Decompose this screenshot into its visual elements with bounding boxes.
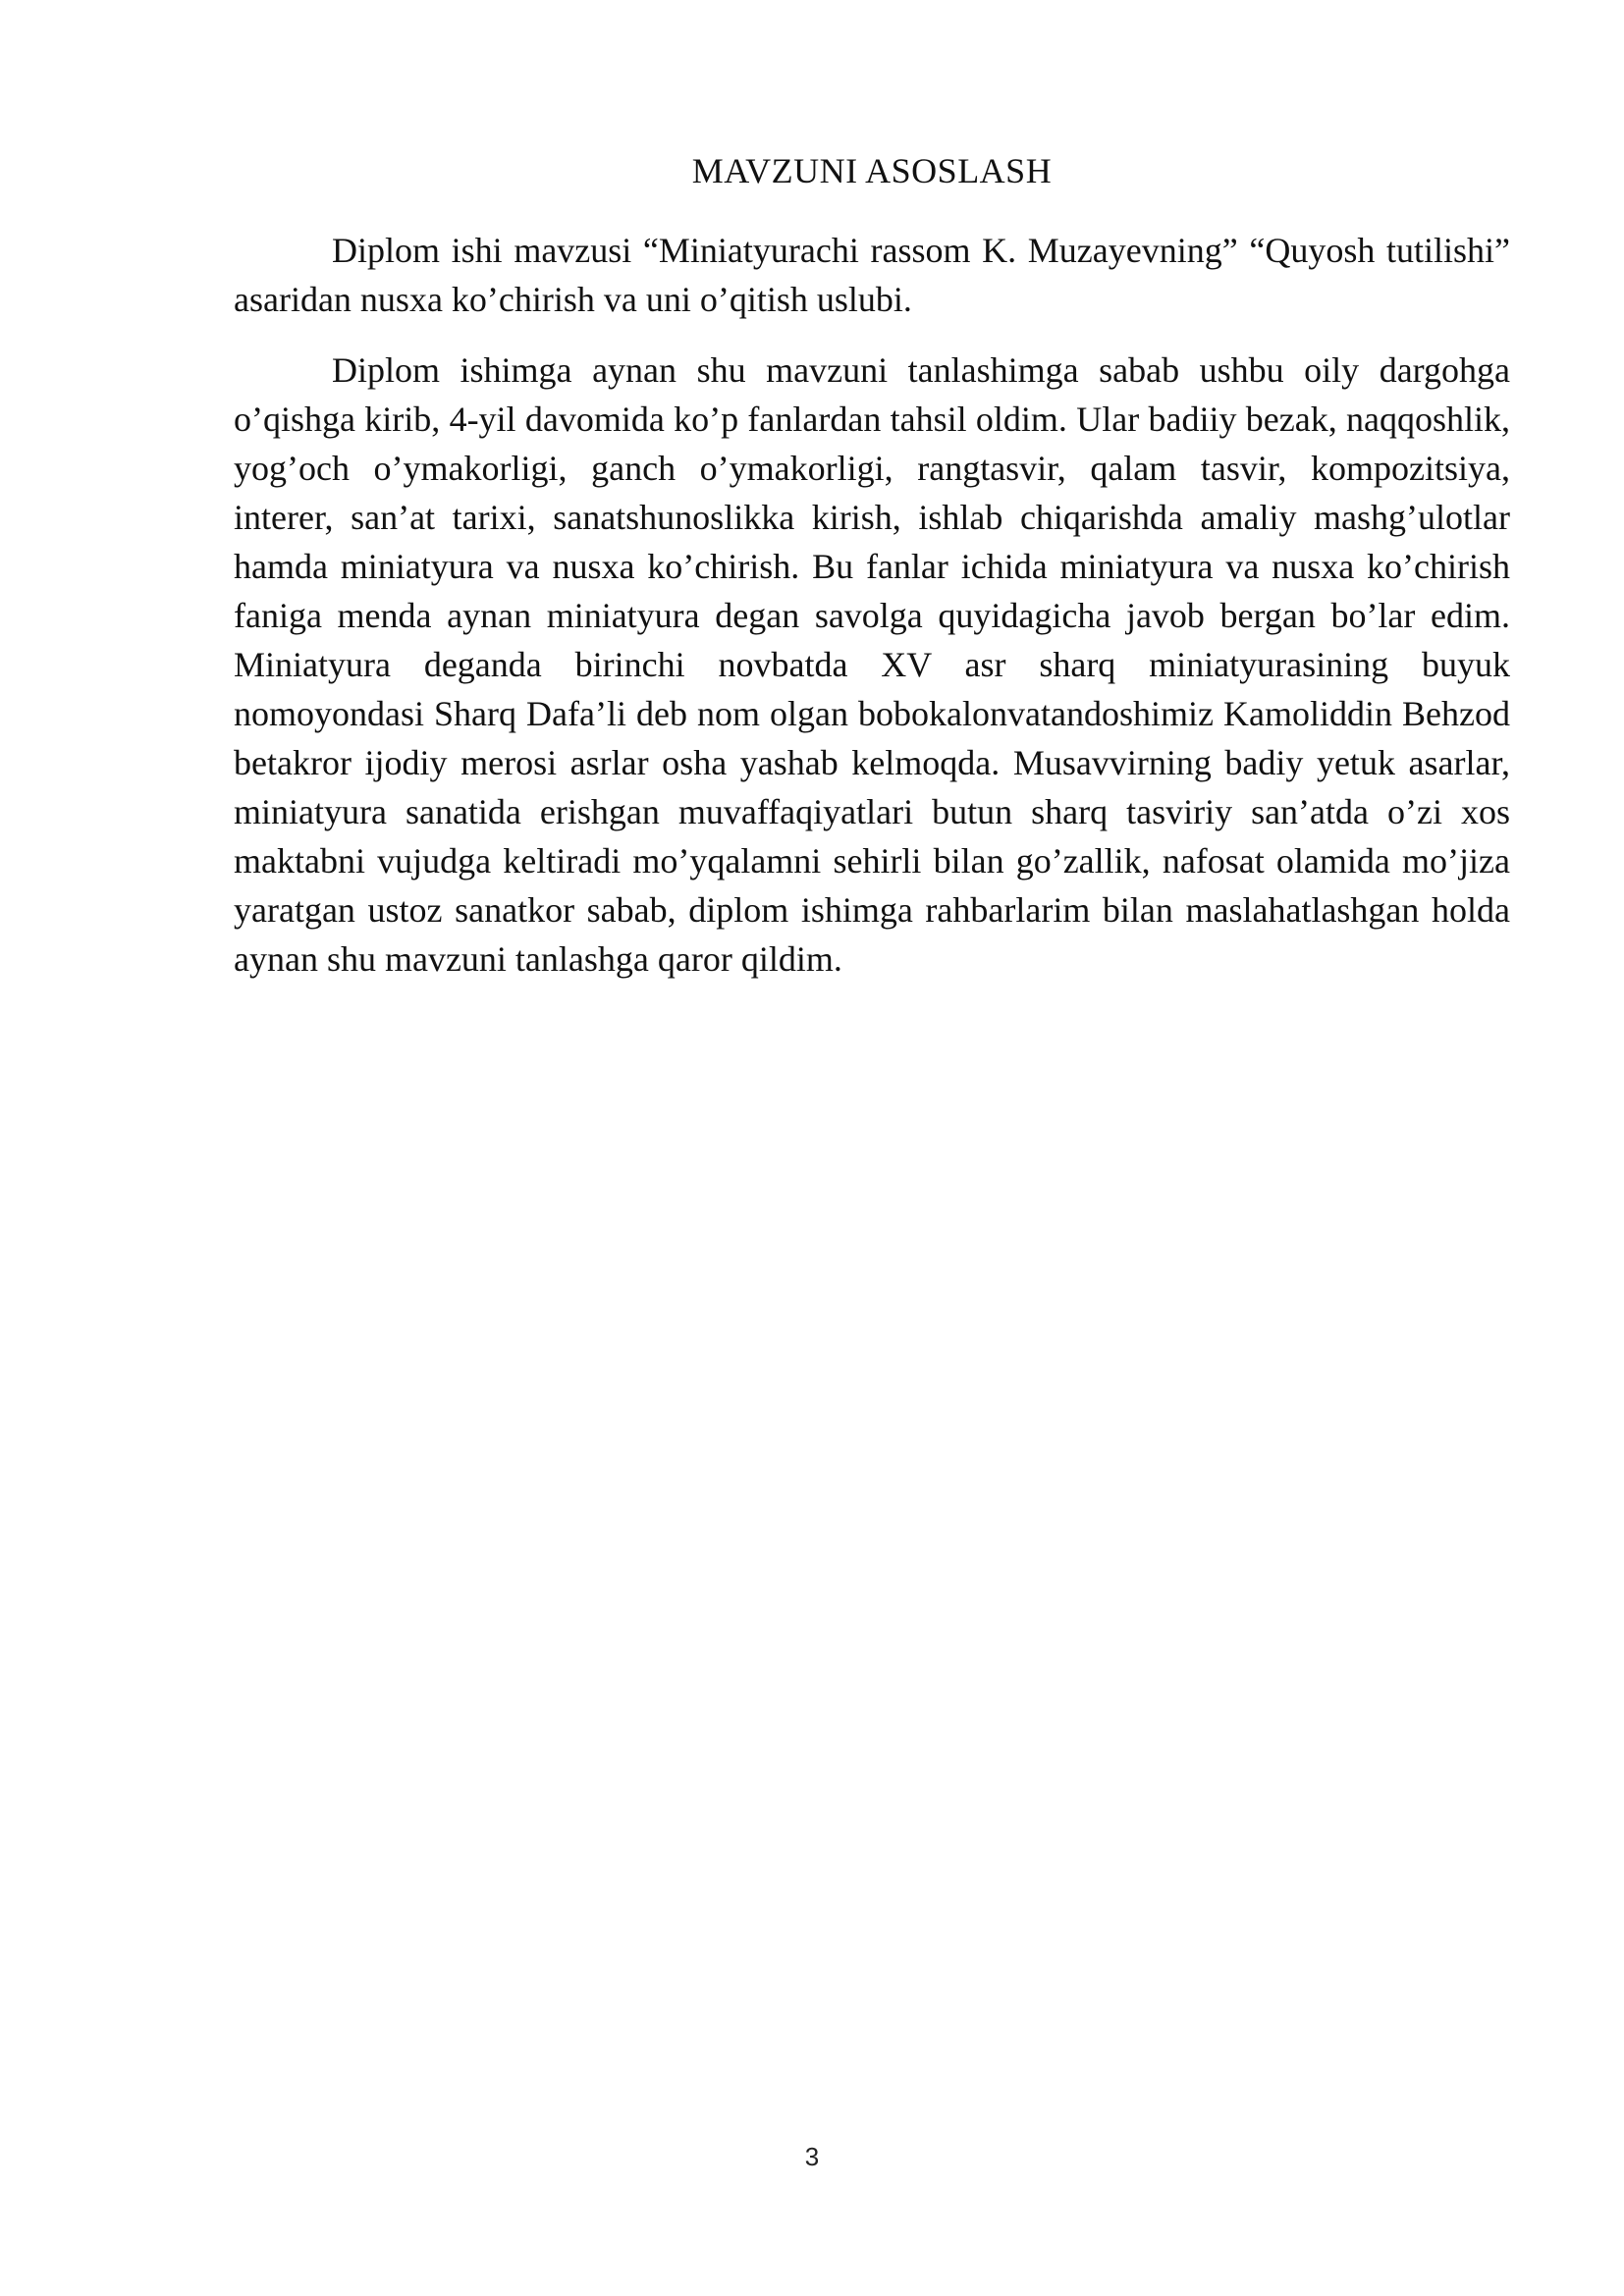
page-number: 3: [804, 2142, 820, 2171]
page-title: MAVZUNI ASOSLASH: [691, 151, 1053, 190]
paragraph-topic: Diplom ishi mavzusi “Miniatyurachi rassom K. Muzayevning” “Quyosh tutilishi” asaridan nusxa ko’chirish va uni o’qitish uslubi.: [234, 231, 1510, 319]
paragraph-justification: Diplom ishimga aynan shu mavzuni tanlashimga sabab ushbu oily dargohga o’qishga kirib, 4-yil davomida ko’p fanlardan tahsil oldim. Ular badiiy bezak, naqqoshlik, yog’och o’ymakorligi, ganch o’ymakorligi, rangtasvir, qalam tasvir, kompozitsiya, interer, san’at tarixi, sanatshunoslikka kirish, ishlab chiqarishda amaliy mashg’ulotlar hamda miniatyura va nusxa ko’chirish. Bu fanlar ichida miniatyura va nusxa ko’chirish faniga menda aynan miniatyura degan savolga quyidagicha javob bergan bo’lar edim. Miniatyura deganda birinchi novbatda XV asr sharq miniatyurasining buyuk nomoyondasi Sharq Dafa’li deb nom olgan bobokalonvatandoshimiz Kamoliddin Behzod betakror ijodiy merosi asrlar osha yashab kelmoqda. Musavvirning badiy yetuk asarlar, miniatyura sanatida erishgan muvaffaqiyatlari butun sharq tasviriy san’atda o’zi xos maktabni vujudga keltiradi mo’yqalamni sehirli bilan go’zallik, nafosat olamida mo’jiza yaratgan ustoz sanatkor sabab, diplom ishimga rahbarlarim bilan maslahatlashgan holda aynan shu mavzuni tanlashga qaror qildim.: [234, 350, 1510, 979]
page-content: [234, 147, 1510, 1005]
